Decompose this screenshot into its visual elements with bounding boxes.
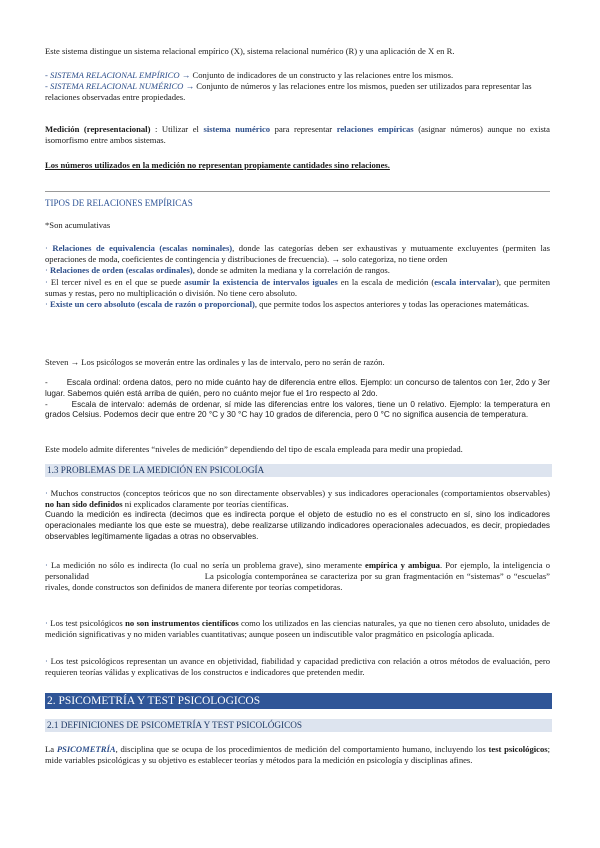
psicometria-text-3: ; mide variables psicológicas y su objetivo es establecer teorías y métodos para la medición en psicología y disciplinas afines. [45, 744, 550, 766]
problema-3-text-2: como los utilizados en las ciencias naturales, ya que no tienen cero absoluto, unidades de medición significativas y no miden variables cuantitativas; aunque poseen un indiscutible valor pragmático en psicología aplicada. [45, 618, 550, 640]
tipo-equivalencia-label: Relaciones de equivalencia (escalas nominales) [52, 243, 233, 253]
interval-example-text: Escala de intervalo: además de ordenar, sí mide las diferencias entre los valores, tiene un 0 relativo. Ejemplo: la temperatura en grados Celsius. Podemos decir que entre 20 °C y 30 °C hay 10 grados de diferencia, pero 0 °C no significa ausencia de temperatura. [45, 399, 550, 420]
system-numerico-label: SISTEMA RELACIONAL NUMÉRICO [50, 81, 184, 92]
bullet: · [45, 243, 48, 253]
bullet: · [45, 618, 48, 628]
arrow-icon: → [181, 70, 191, 80]
systems-list [45, 70, 550, 104]
psicometria-term: PSICOMETRÍA [56, 744, 116, 754]
problema-4 [45, 656, 550, 678]
psicometria-text-1: La [45, 744, 57, 754]
tipos-heading: TIPOS DE RELACIONES EMPÍRICAS [45, 198, 193, 208]
tipo-orden [45, 265, 550, 276]
bullet: · [45, 656, 48, 666]
medicion-link-numerico: sistema numérico [203, 124, 271, 134]
interval-example: - Escala de intervalo: además de ordenar, sí mide las diferencias entre los valores, tiene un 0 relativo. Ejemplo: la temperatura en grados Celsius. Podemos decir que entre 20 °C y 30 °C hay 10 grados de diferencia, pero 0 °C no significa ausencia de temperatura. [45, 399, 550, 420]
tipos-sub [45, 220, 550, 231]
intro-line: Este sistema distingue un sistema relacional empírico (X), sistema relacional numérico (R) y una aplicación de X en R. [45, 46, 455, 56]
ordinal-example: - Escala ordinal: ordena datos, pero no mide cuánto hay de diferencia entre ellos. Ejemplo: un concurso de talentos con 1er, 2do y 3er lugar. Sabemos quién está arriba de quién, pero no cuánto mejor fue el 1ro respecto al 2do. [45, 378, 550, 398]
tipo-equivalencia [45, 243, 550, 265]
bullet: - [45, 70, 48, 80]
bullet: - [45, 81, 48, 92]
bullet: · [45, 488, 48, 498]
ordinal-example-text: Escala ordinal: ordena datos, pero no mide cuánto hay de diferencia entre ellos. Ejemplo: un concurso de talentos con 1er, 2do y 3er lugar. Sabemos quién está arriba de quién, pero no cuánto mejor fue el 1ro respecto al 2do. [45, 378, 550, 398]
medicion-link-empiricas: relaciones empíricas [336, 124, 414, 134]
problema-2-text-3: La psicología contemporánea se caracteriza por su gran fragmentación en “sistemas” o “escuelas” rivales, donde constructos son definidos de manera diferente por teorías competidoras. [45, 571, 550, 593]
section-1-3-heading: 1.3 PROBLEMAS DE LA MEDICIÓN EN PSICOLOGÍA [45, 464, 552, 477]
medicion-note [45, 160, 550, 171]
section-2-heading: 2. PSICOMETRÍA Y TEST PSICOLOGICOS [45, 693, 552, 709]
bullet: · [45, 299, 48, 310]
medicion-label: Medición (representacional) [45, 124, 151, 134]
tipo-razon-label: Existe un cero absoluto (escala de razón o proporcional) [50, 299, 255, 310]
problema-3-text-1: Los test psicológicos [47, 618, 126, 628]
bullet: · [45, 276, 48, 287]
tipo-orden-label: Relaciones de orden (escalas ordinales) [50, 265, 193, 276]
medicion-text-1: : Utilizar el [150, 124, 204, 134]
bullet: · [45, 560, 48, 570]
problema-1 [45, 488, 550, 543]
system-empirico-label: SISTEMA RELACIONAL EMPÍRICO [50, 70, 180, 80]
tipo-orden-text: , donde se admiten la mediana y la correlación de rangos. [192, 265, 390, 276]
medicion-paragraph [45, 124, 550, 146]
tipo-intervalo-text-2: en la escala de medición ( [337, 276, 435, 287]
tipos-sub-text: *Son acumulativas [45, 220, 111, 230]
steven-paragraph [45, 357, 550, 368]
tipo-intervalo-label-2: escala intervalar [434, 276, 496, 287]
problema-1-sans: Cuando la medición es indirecta (decimos que es indirecta porque el objeto de estudio no es el constructo en sí, sino los indicadores operacionales mediante los que este se muestra), debe realizarse utilizando indicadores operacionales adecuados, es decir, propiedades observables legítimamente ligadas a otras no observables. [45, 510, 550, 541]
system-numerico-item [45, 81, 550, 103]
problema-2 [45, 560, 550, 594]
bullet: · [45, 265, 48, 276]
scale-examples [45, 378, 550, 421]
problema-2-bold: empírica y ambigua [365, 560, 440, 570]
section-2-1-heading: 2.1 DEFINICIONES DE PSICOMETRÍA Y TEST PSICOLÓGICOS [45, 719, 552, 732]
problema-1-text-2: ni explicados claramente por teorías científicas. [122, 499, 289, 510]
problema-2-text-2: . Por ejemplo, la inteligencia o personalidad [45, 560, 551, 582]
psicometria-paragraph [45, 744, 550, 766]
tipo-equivalencia-text: , donde las categorías deben ser exhaustivas y mutuamente excluyentes (permiten las operaciones de moda, coeficientes de contingencia y distribuciones de frecuencia). → solo categoriza, no tiene orden [45, 243, 550, 265]
tipo-intervalo-text-3: ), que permiten sumas y restas, pero no multiplicación o división. No tiene cero absoluto. [45, 276, 551, 298]
tipos-list [45, 243, 550, 310]
tipo-intervalo-label: asumir la existencia de intervalos iguales [184, 276, 338, 287]
tipo-razon [45, 299, 550, 310]
problema-4-text: Los test psicológicos representan un avance en objetividad, fiabilidad y capacidad predictiva con relación a otros métodos de evaluación, pero requieren teorías válidas y explicativas de los constructos e indicadores que pretenden medir. [45, 656, 550, 678]
medicion-text-2: para representar [270, 124, 337, 134]
psicometria-text-2: , disciplina que se ocupa de los procedimientos de medición del comportamiento humano, incluyendo los [115, 744, 489, 754]
problema-3-bold: no son instrumentos científicos [125, 618, 239, 628]
medicion-text-3: (asignar números) aunque no exista isomorfismo entre ambos sistemas. [45, 124, 550, 146]
tipos-heading-block [45, 198, 550, 209]
modelo-text: Este modelo admite diferentes “niveles de medición” dependiendo del tipo de escala empleada para medir una propiedad. [45, 444, 463, 454]
problema-1-text-1: Muchos constructos (conceptos teóricos que no son directamente observables) y sus indicadores operacionales (comportamientos observables) [47, 488, 550, 498]
steven-text: Steven → Los psicólogos se moverán entre las ordinales y las de intervalo, pero no serán de razón. [45, 357, 385, 367]
tipo-razon-text: , que permite todos los aspectos anteriores y todas las operaciones matemáticas. [254, 299, 530, 310]
problema-1-bold: no han sido definidos [45, 499, 123, 510]
system-numerico-text: Conjunto de números y las relaciones entre los mismos, pueden ser utilizados para representar las relaciones observadas entre propiedades. [45, 81, 532, 103]
medicion-note-text: Los números utilizados en la medición no representan propiamente cantidades sino relaciones. [45, 160, 390, 170]
divider [45, 191, 550, 192]
intro-paragraph [45, 46, 550, 57]
tipo-intervalo-text-1: El tercer nivel es en el que se puede [47, 276, 185, 287]
tipo-intervalo [45, 277, 550, 299]
modelo-paragraph [45, 444, 550, 455]
problema-3 [45, 618, 550, 640]
system-empirico-text: Conjunto de indicadores de un constructo y las relaciones entre los mismos. [190, 70, 454, 80]
psicometria-bold: test psicológicos [488, 744, 548, 754]
arrow-icon: → [185, 81, 195, 92]
system-empirico-item [45, 70, 550, 81]
problema-2-text-1: La medición no sólo es indirecta (lo cual no sería un problema grave), sino meramente [47, 560, 366, 570]
